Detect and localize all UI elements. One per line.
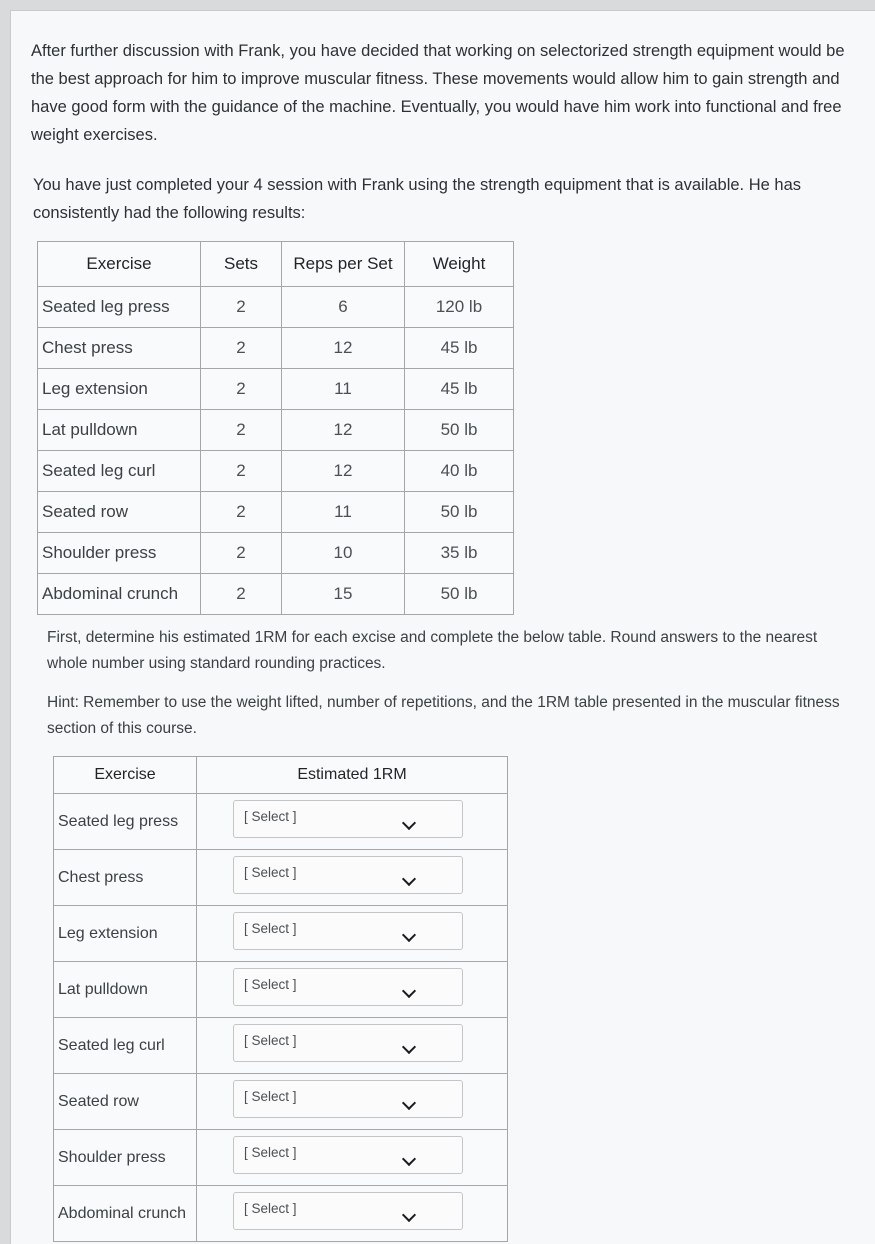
table-row (54, 1018, 508, 1074)
session-results-table (37, 241, 514, 615)
table-row (38, 369, 514, 410)
estimated-1rm-select[interactable] (233, 912, 463, 950)
sets-cell: 2 (201, 574, 282, 615)
weight-cell: 50 lb (405, 492, 514, 533)
exercise-cell: Abdominal crunch (38, 574, 201, 615)
chevron-down-icon (402, 872, 416, 886)
table-row (54, 1074, 508, 1130)
sets-cell: 2 (201, 287, 282, 328)
select-value: [ Select ] (244, 865, 297, 880)
select-value: [ Select ] (244, 1201, 297, 1216)
weight-cell: 45 lb (405, 328, 514, 369)
chevron-down-icon (402, 816, 416, 830)
header-exercise: Exercise (38, 242, 201, 287)
table-row (38, 533, 514, 574)
exercise-cell: Lat pulldown (54, 962, 197, 1018)
chevron-down-icon (402, 1208, 416, 1222)
reps-cell: 11 (282, 369, 405, 410)
chevron-down-icon (402, 984, 416, 998)
select-cell (197, 794, 508, 850)
sets-cell: 2 (201, 492, 282, 533)
table-row (38, 328, 514, 369)
reps-cell: 12 (282, 410, 405, 451)
table-row (54, 962, 508, 1018)
sets-cell: 2 (201, 369, 282, 410)
select-cell (197, 1074, 508, 1130)
select-value: [ Select ] (244, 1145, 297, 1160)
exercise-cell: Leg extension (38, 369, 201, 410)
exercise-cell: Chest press (54, 850, 197, 906)
estimated-1rm-select[interactable] (233, 1192, 463, 1230)
sets-cell: 2 (201, 328, 282, 369)
reps-cell: 12 (282, 451, 405, 492)
table-row (38, 451, 514, 492)
exercise-cell: Leg extension (54, 906, 197, 962)
estimated-1rm-select[interactable] (233, 968, 463, 1006)
select-cell (197, 1186, 508, 1242)
select-cell (197, 850, 508, 906)
exercise-cell: Lat pulldown (38, 410, 201, 451)
reps-cell: 11 (282, 492, 405, 533)
weight-cell: 120 lb (405, 287, 514, 328)
chevron-down-icon (402, 928, 416, 942)
reps-cell: 6 (282, 287, 405, 328)
chevron-down-icon (402, 1040, 416, 1054)
select-value: [ Select ] (244, 1033, 297, 1048)
exercise-cell: Chest press (38, 328, 201, 369)
table-row (38, 492, 514, 533)
table-header-row (38, 242, 514, 287)
session-paragraph: You have just completed your 4 session with Frank using the strength equipment that is available. He has consistently had the following results: (33, 176, 801, 222)
select-value: [ Select ] (244, 921, 297, 936)
exercise-cell: Seated leg curl (38, 451, 201, 492)
table-row (38, 410, 514, 451)
header-weight: Weight (405, 242, 514, 287)
header-reps: Reps per Set (282, 242, 405, 287)
sets-cell: 2 (201, 451, 282, 492)
estimated-1rm-select[interactable] (233, 800, 463, 838)
weight-cell: 40 lb (405, 451, 514, 492)
content-page (10, 10, 875, 1244)
table-row (38, 287, 514, 328)
reps-cell: 10 (282, 533, 405, 574)
table-row (54, 1130, 508, 1186)
select-value: [ Select ] (244, 809, 297, 824)
instructions-paragraph: First, determine his estimated 1RM for each excise and complete the below table. Round answers to the nearest whole number using standard rounding practices. (47, 629, 818, 672)
exercise-cell: Seated leg press (54, 794, 197, 850)
select-cell (197, 1018, 508, 1074)
estimated-1rm-table (53, 756, 508, 1242)
table-row (54, 1186, 508, 1242)
sets-cell: 2 (201, 533, 282, 574)
exercise-cell: Abdominal crunch (54, 1186, 197, 1242)
header-sets: Sets (201, 242, 282, 287)
exercise-cell: Shoulder press (38, 533, 201, 574)
table-row (54, 850, 508, 906)
intro-paragraph: After further discussion with Frank, you have decided that working on selectorized strength equipment would be the best approach for him to improve muscular fitness. These movements would allow him to gain strength and have good form with the guidance of the machine. Eventually, you would have him work into functional and free weight exercises. (31, 42, 845, 144)
estimated-1rm-select[interactable] (233, 856, 463, 894)
table-row (54, 794, 508, 850)
reps-cell: 12 (282, 328, 405, 369)
header-exercise: Exercise (54, 757, 197, 794)
weight-cell: 35 lb (405, 533, 514, 574)
select-value: [ Select ] (244, 977, 297, 992)
exercise-cell: Seated leg press (38, 287, 201, 328)
weight-cell: 50 lb (405, 574, 514, 615)
estimated-1rm-select[interactable] (233, 1136, 463, 1174)
exercise-cell: Seated row (38, 492, 201, 533)
table-row (38, 574, 514, 615)
header-estimated-1rm: Estimated 1RM (197, 757, 508, 794)
exercise-cell: Seated row (54, 1074, 197, 1130)
select-cell (197, 962, 508, 1018)
exercise-cell: Seated leg curl (54, 1018, 197, 1074)
weight-cell: 50 lb (405, 410, 514, 451)
estimated-1rm-select[interactable] (233, 1080, 463, 1118)
select-cell (197, 906, 508, 962)
weight-cell: 45 lb (405, 369, 514, 410)
estimated-1rm-select[interactable] (233, 1024, 463, 1062)
table-row (54, 906, 508, 962)
table-header-row (54, 757, 508, 794)
exercise-cell: Shoulder press (54, 1130, 197, 1186)
select-value: [ Select ] (244, 1089, 297, 1104)
reps-cell: 15 (282, 574, 405, 615)
select-cell (197, 1130, 508, 1186)
hint-paragraph: Hint: Remember to use the weight lifted, number of repetitions, and the 1RM table presented in the muscular fitness section of this course. (47, 694, 840, 737)
chevron-down-icon (402, 1096, 416, 1110)
chevron-down-icon (402, 1152, 416, 1166)
sets-cell: 2 (201, 410, 282, 451)
